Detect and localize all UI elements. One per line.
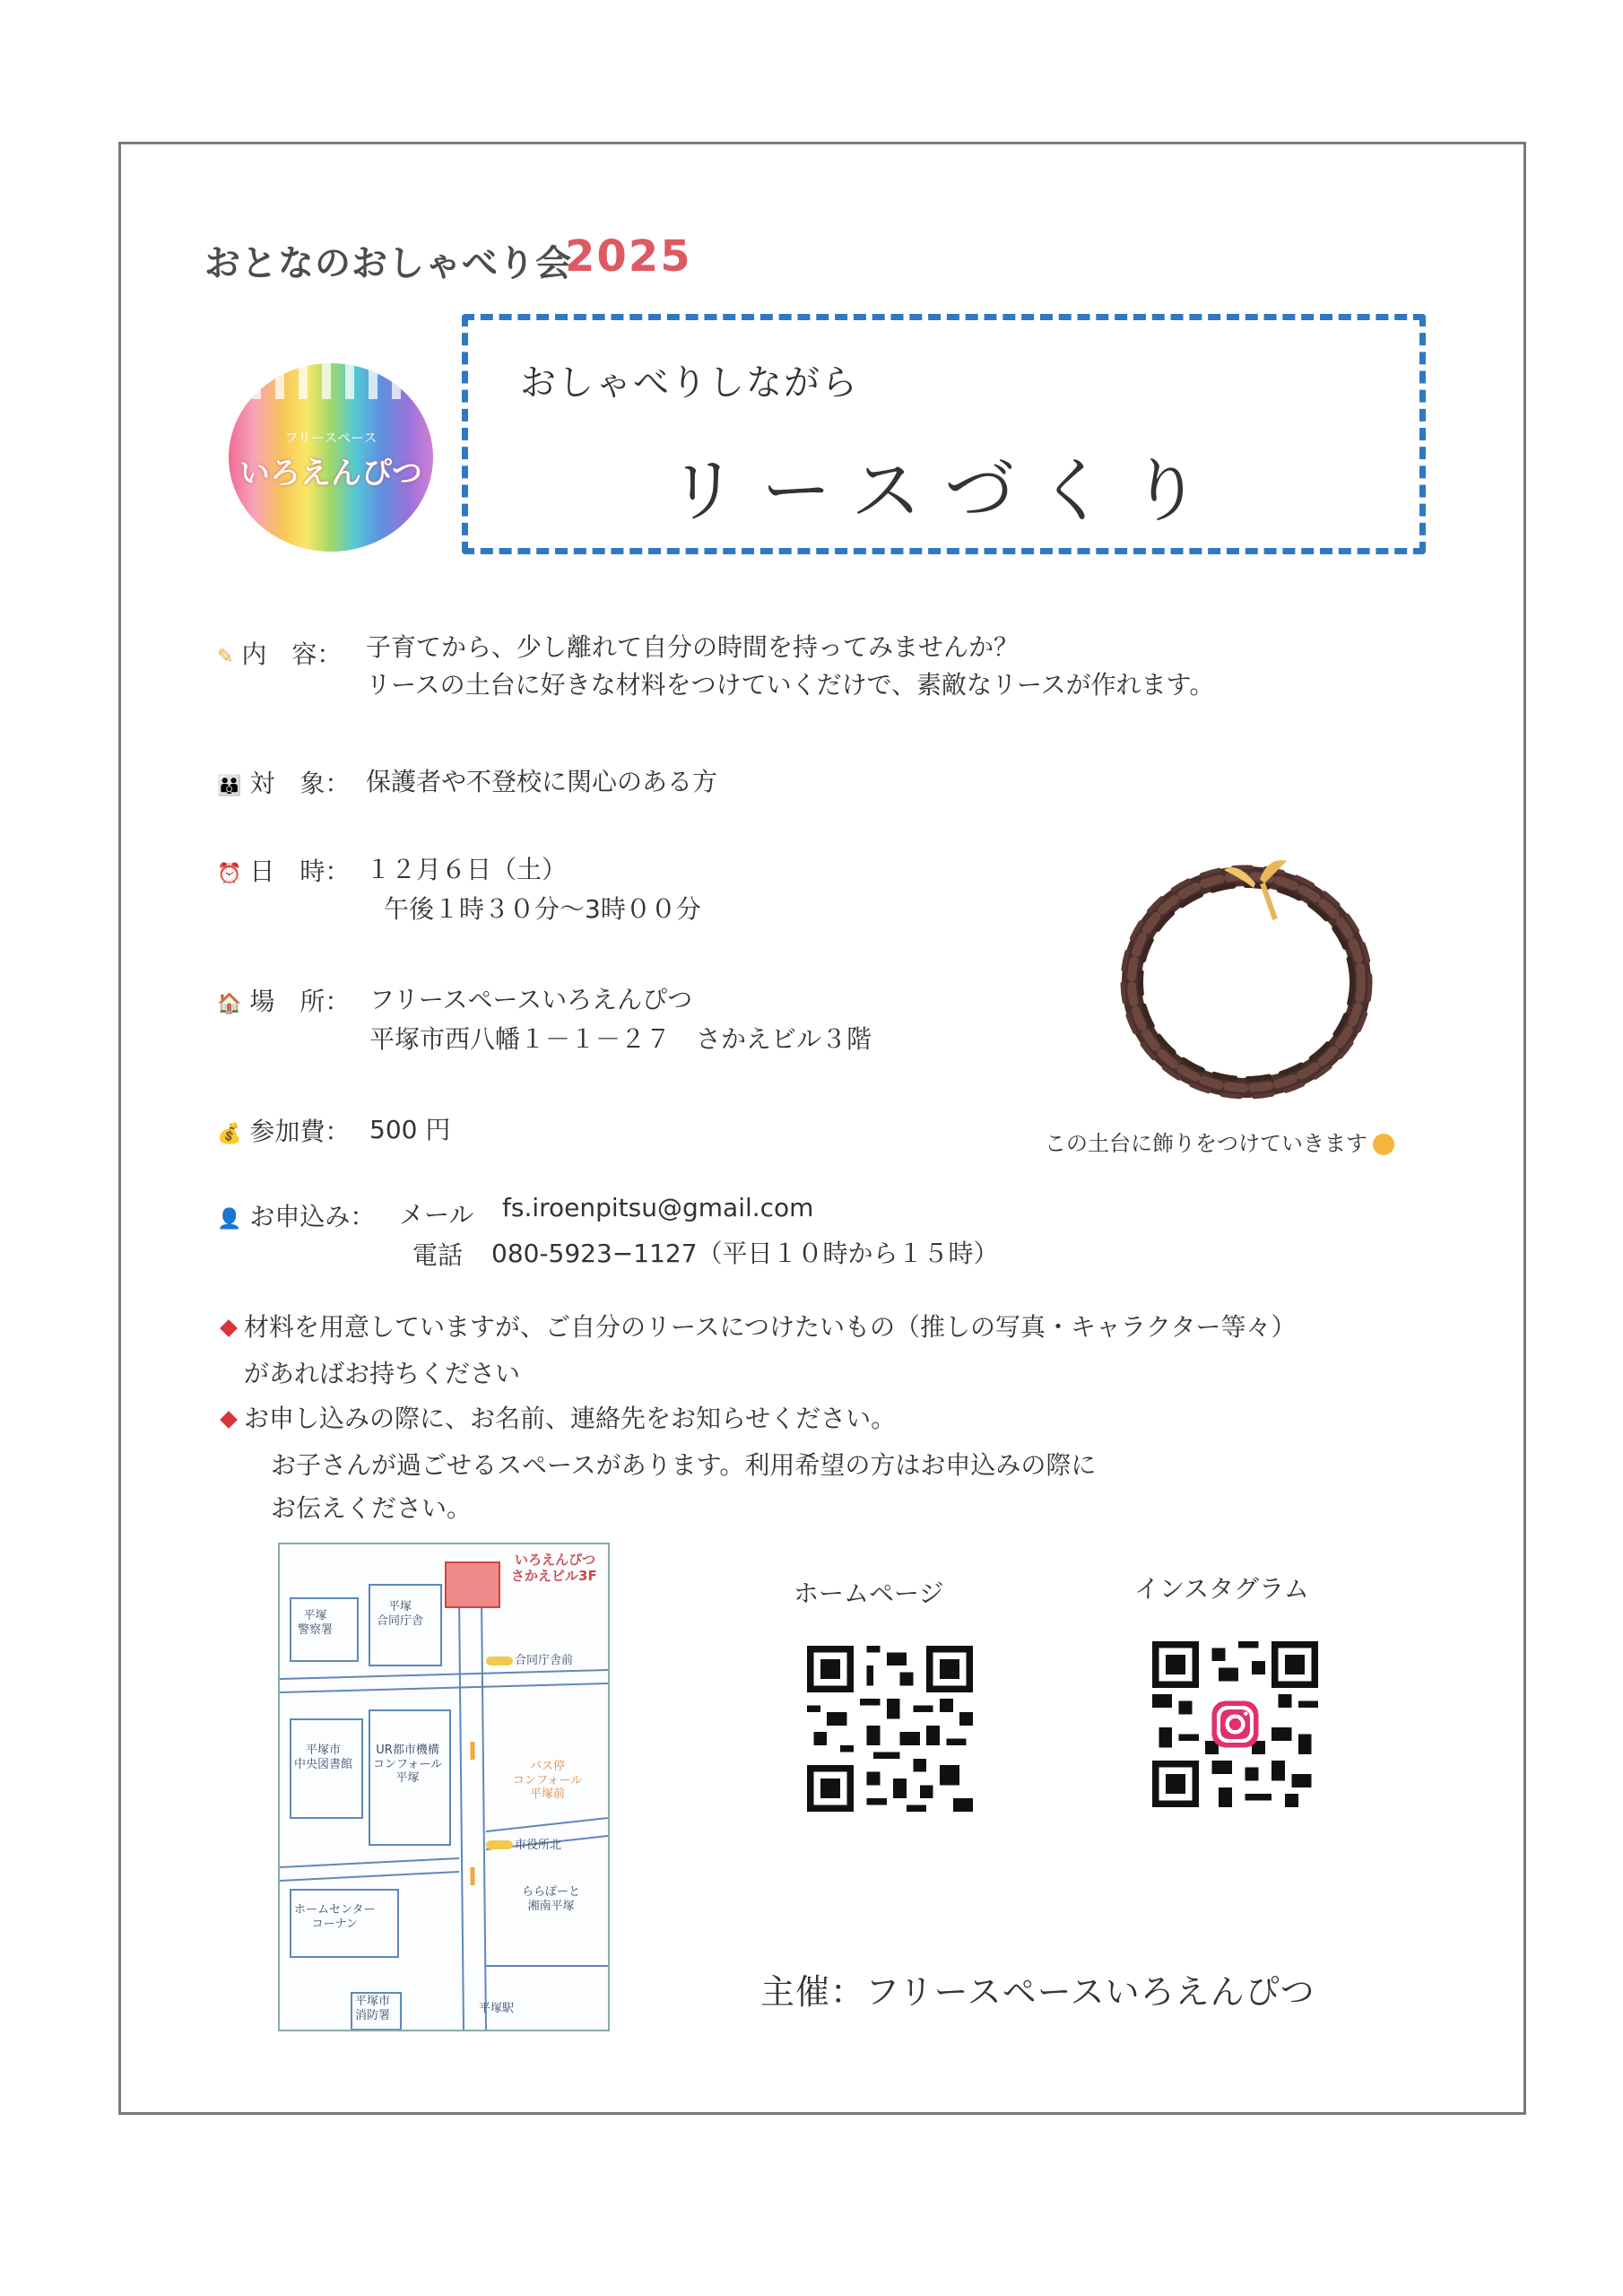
map-signal-1: 合同庁舎前 (515, 1654, 574, 1667)
datetime-line-2: 午後１時３０分～3時００分 (384, 894, 701, 924)
homepage-label: ホームページ (794, 1578, 944, 1608)
map-library: 平塚市 中央図書館 (294, 1744, 353, 1771)
mail-label: メール (399, 1200, 474, 1230)
house-icon: 🏠 (217, 993, 242, 1015)
datetime-line-1: １２月６日（土） (366, 855, 568, 884)
mail-value[interactable]: fs.iroenpitsu@gmail.com (502, 1193, 814, 1222)
note-1-line-1-text: 材料を用意していますが、ご自分のリースにつけたいもの（推しの写真・キャラクター等々） (244, 1312, 1297, 1342)
iroenpitsu-logo (229, 363, 433, 552)
content-line-1: 子育てから、少し離れて自分の時間を持ってみませんか？ (366, 632, 1020, 662)
map-signal-2: 市役所北 (515, 1839, 562, 1852)
homepage-qr-code[interactable] (807, 1646, 973, 1815)
map-police-station: 平塚 警察署 (298, 1609, 334, 1637)
map-lalaport: ららぽーと 湘南平塚 (522, 1885, 581, 1913)
diamond-bullet-icon (220, 1411, 238, 1429)
person-icon: 👤 (217, 1208, 242, 1231)
map-home-center: ホームセンター コーナン (294, 1903, 376, 1931)
datetime-label: 日 時： (249, 857, 351, 886)
diamond-bullet-icon (220, 1319, 238, 1337)
access-map (278, 1543, 610, 2031)
organizer: 主催：フリースペースいろえんぴつ (760, 1972, 1315, 2012)
place-row (217, 982, 350, 1018)
fee-row (217, 1112, 350, 1148)
wreath-photo (1103, 839, 1390, 1108)
map-ur-building: UR都市機構 コンフォール 平塚 (373, 1744, 443, 1786)
phone-value[interactable]: 080-5923−1127（平日１０時から１５時） (491, 1239, 999, 1268)
note-2-line-2: お子さんが過ごせるスペースがあります。利用希望の方はお申込みの際に (271, 1450, 1097, 1480)
fee-label: 参加費： (249, 1117, 351, 1146)
content-line-2: リースの土台に好きな材料をつけていくだけで、素敵なリースが作れます。 (366, 670, 1215, 700)
datetime-row (217, 852, 350, 888)
note-1-line-2: があればお持ちください (244, 1359, 521, 1388)
content-row (217, 635, 342, 671)
map-destination-line-1: いろえんぴつ (515, 1552, 596, 1568)
wreath-caption-text: この土台に飾りをつけていきます (1045, 1131, 1367, 1156)
map-fire-station: 平塚市 消防署 (355, 1995, 391, 2022)
event-series-title: おとなのおしゃべり会 (204, 243, 572, 284)
map-government-building: 平塚 合同庁舎 (377, 1600, 424, 1628)
note-2-line-3: お伝えください。 (271, 1493, 473, 1523)
instagram-qr-code[interactable] (1152, 1641, 1318, 1811)
fee-value: 500 円 (369, 1115, 451, 1144)
phone-label: 電話 (412, 1240, 464, 1270)
logo-small-text: フリースペース (284, 430, 378, 446)
title-subtitle: おしゃべりしながら (520, 362, 859, 404)
note-2-line-1 (222, 1399, 896, 1435)
apply-label: お申込み： (249, 1202, 376, 1231)
money-bag-icon: 💰 (217, 1123, 242, 1145)
target-label: 対 象： (249, 769, 351, 798)
instagram-label: インスタグラム (1134, 1574, 1309, 1604)
place-label: 場 所： (249, 987, 351, 1016)
wreath-caption (1045, 1126, 1394, 1157)
crayon-tips-decoration (229, 363, 433, 399)
event-year: 2025 (565, 231, 692, 282)
map-destination-line-2: さかえビル3F (511, 1568, 597, 1584)
place-line-2: 平塚市西八幡１－１－２７ さかえビル３階 (369, 1024, 872, 1054)
place-line-1: フリースペースいろえんぴつ (369, 985, 693, 1014)
smile-icon (1373, 1134, 1394, 1155)
content-label: 内 容： (241, 639, 343, 669)
map-station: 平塚駅 (479, 2002, 515, 2015)
people-icon: 👪 (217, 775, 242, 797)
logo-main-text: いろえんぴつ (239, 456, 422, 491)
clock-icon: ⏰ (217, 863, 242, 885)
note-2-line-1-text: お申し込みの際に、お名前、連絡先をお知らせください。 (244, 1404, 897, 1433)
apply-row (217, 1197, 375, 1233)
pencil-icon: ✎ (217, 646, 234, 668)
note-1-line-1 (222, 1308, 1297, 1344)
map-bus-stop: バス停 コンフォール 平塚前 (513, 1760, 583, 1802)
target-row (217, 764, 350, 800)
target-value: 保護者や不登校に関心のある方 (366, 767, 718, 796)
title-main: リースづくり (668, 451, 1225, 532)
